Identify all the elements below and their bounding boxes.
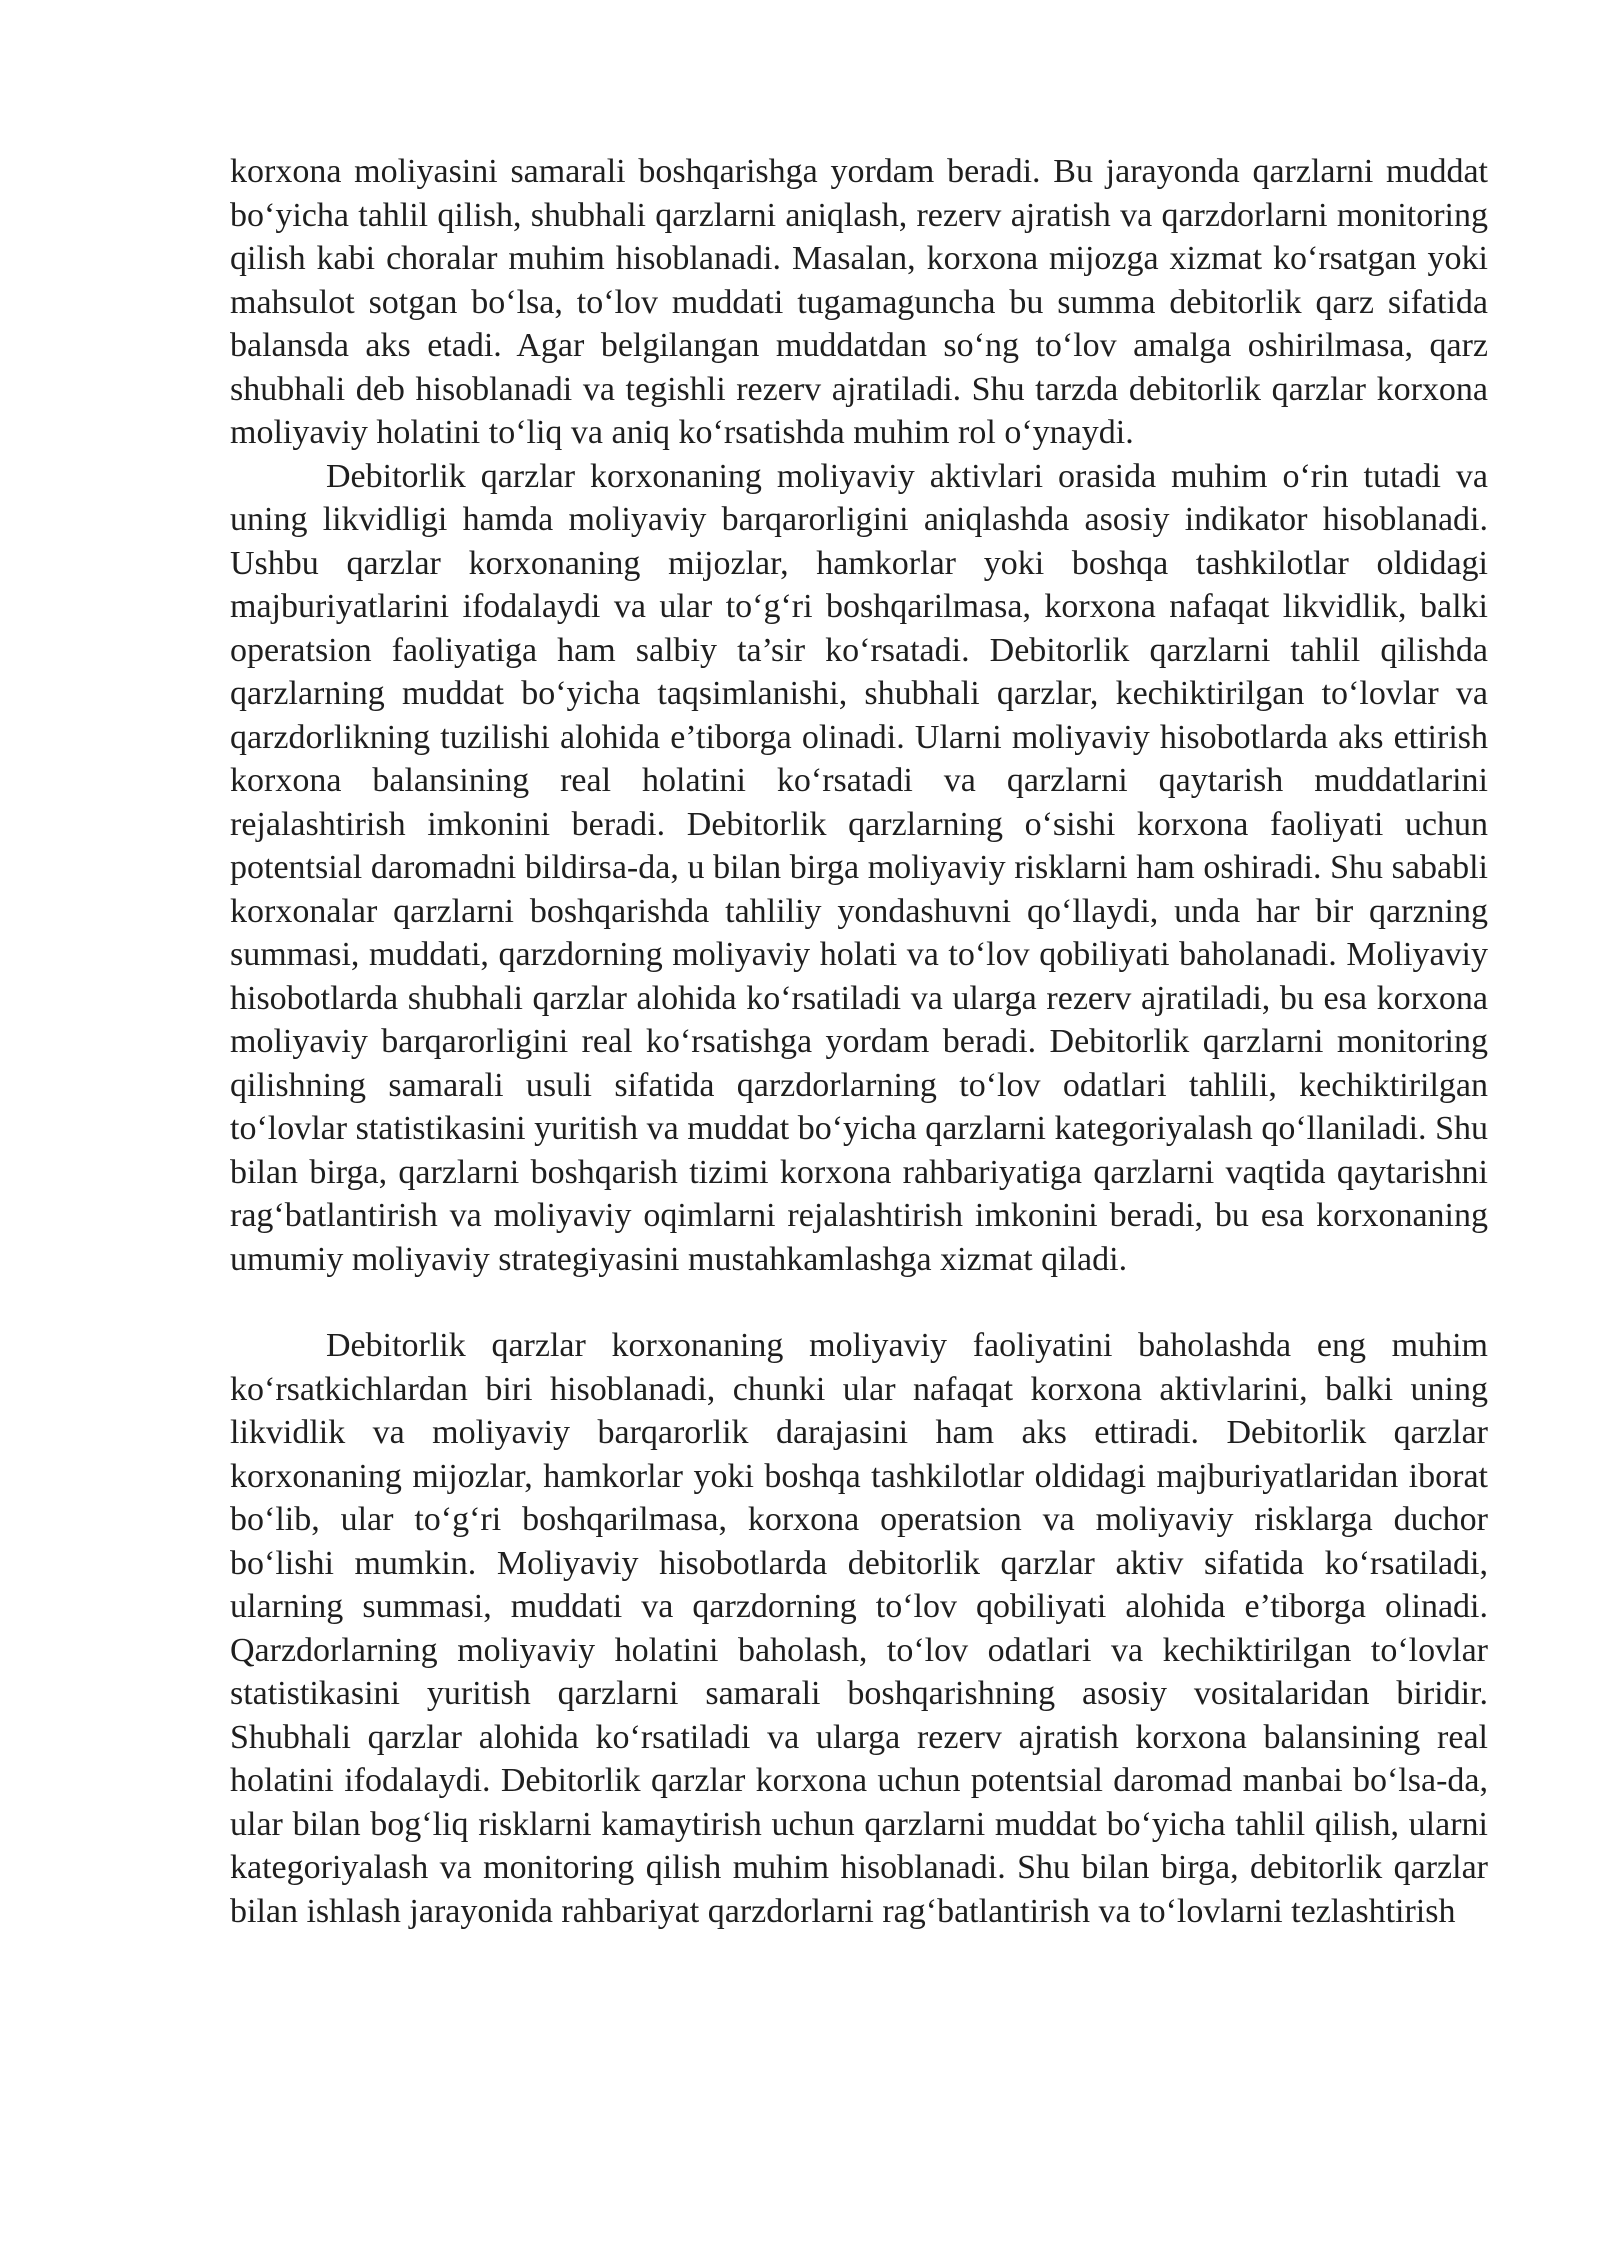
- document-page: [230, 150, 1488, 1933]
- paragraph-continuation: korxona moliyasini samarali boshqarishga yordam beradi. Bu jarayonda qarzlarni muddat bo‘yicha tahlil qilish, shubhali qarzlarni aniqlash, rezerv ajratish va qarzdorlarni monitoring qilish kabi choralar muhim hisoblanadi. Masalan, korxona mijozga xizmat ko‘rsatgan yoki mahsulot sotgan bo‘lsa, to‘lov muddati tugamaguncha bu summa debitorlik qarz sifatida balansda aks etadi. Agar belgilangan muddatdan so‘ng to‘lov amalga oshirilmasa, qarz shubhali deb hisoblanadi va tegishli rezerv ajratiladi. Shu tarzda debitorlik qarzlar korxona moliyaviy holatini to‘liq va aniq ko‘rsatishda muhim rol o‘ynaydi.: [230, 153, 1488, 451]
- paragraph-receivables-role: Debitorlik qarzlar korxonaning moliyaviy aktivlari orasida muhim o‘rin tutadi va uning likvidligi hamda moliyaviy barqarorligini aniqlashda asosiy indikator hisoblanadi. Ushbu qarzlar korxonaning mijozlar, hamkorlar yoki boshqa tashkilotlar oldidagi majburiyatlarini ifodalaydi va ular to‘g‘ri boshqarilmasa, korxona nafaqat likvidlik, balki operatsion faoliyatiga ham salbiy ta’sir ko‘rsatadi. Debitorlik qarzlarni tahlil qilishda qarzlarning muddat bo‘yicha taqsimlanishi, shubhali qarzlar, kechiktirilgan to‘lovlar va qarzdorlikning tuzilishi alohida e’tiborga olinadi. Ularni moliyaviy hisobotlarda aks ettirish korxona balansining real holatini ko‘rsatadi va qarzlarni qaytarish muddatlarini rejalashtirish imkonini beradi. Debitorlik qarzlarning o‘sishi korxona faoliyati uchun potentsial daromadni bildirsa-da, u bilan birga moliyaviy risklarni ham oshiradi. Shu sababli korxonalar qarzlarni boshqarishda tahliliy yondashuvni qo‘llaydi, unda har bir qarzning summasi, muddati, qarzdorning moliyaviy holati va to‘lov qobiliyati baholanadi. Moliyaviy hisobotlarda shubhali qarzlar alohida ko‘rsatiladi va ularga rezerv ajratiladi, bu esa korxona moliyaviy barqarorligini real ko‘rsatishga yordam beradi. Debitorlik qarzlarni monitoring qilishning samarali usuli sifatida qarzdorlarning to‘lov odatlari tahlili, kechiktirilgan to‘lovlar statistikasini yuritish va muddat bo‘yicha qarzlarni kategoriyalash qo‘llaniladi. Shu bilan birga, qarzlarni boshqarish tizimi korxona rahbariyatiga qarzlarni vaqtida qaytarishni rag‘batlantirish va moliyaviy oqimlarni rejalashtirish imkonini beradi, bu esa korxonaning umumiy moliyaviy strategiyasini mustahkamlashga xizmat qiladi.: [230, 457, 1488, 1278]
- paragraph-receivables-evaluation: Debitorlik qarzlar korxonaning moliyaviy faoliyatini baholashda eng muhim ko‘rsatkichlardan biri hisoblanadi, chunki ular nafaqat korxona aktivlarini, balki uning likvidlik va moliyaviy barqarorlik darajasini ham aks ettiradi. Debitorlik qarzlar korxonaning mijozlar, hamkorlar yoki boshqa tashkilotlar oldidagi majburiyatlaridan iborat bo‘lib, ular to‘g‘ri boshqarilmasa, korxona operatsion va moliyaviy risklarga duchor bo‘lishi mumkin. Moliyaviy hisobotlarda debitorlik qarzlar aktiv sifatida ko‘rsatiladi, ularning summasi, muddati va qarzdorning to‘lov qobiliyati alohida e’tiborga olinadi. Qarzdorlarning moliyaviy holatini baholash, to‘lov odatlari va kechiktirilgan to‘lovlar statistikasini yuritish qarzlarni samarali boshqarishning asosiy vositalaridan biridir. Shubhali qarzlar alohida ko‘rsatiladi va ularga rezerv ajratish korxona balansining real holatini ifodalaydi. Debitorlik qarzlar korxona uchun potentsial daromad manbai bo‘lsa-da, ular bilan bog‘liq risklarni kamaytirish uchun qarzlarni muddat bo‘yicha tahlil qilish, ularni kategoriyalash va monitoring qilish muhim hisoblanadi. Shu bilan birga, debitorlik qarzlar bilan ishlash jarayonida rahbariyat qarzdorlarni rag‘batlantirish va to‘lovlarni tezlashtirish: [230, 1327, 1488, 1930]
